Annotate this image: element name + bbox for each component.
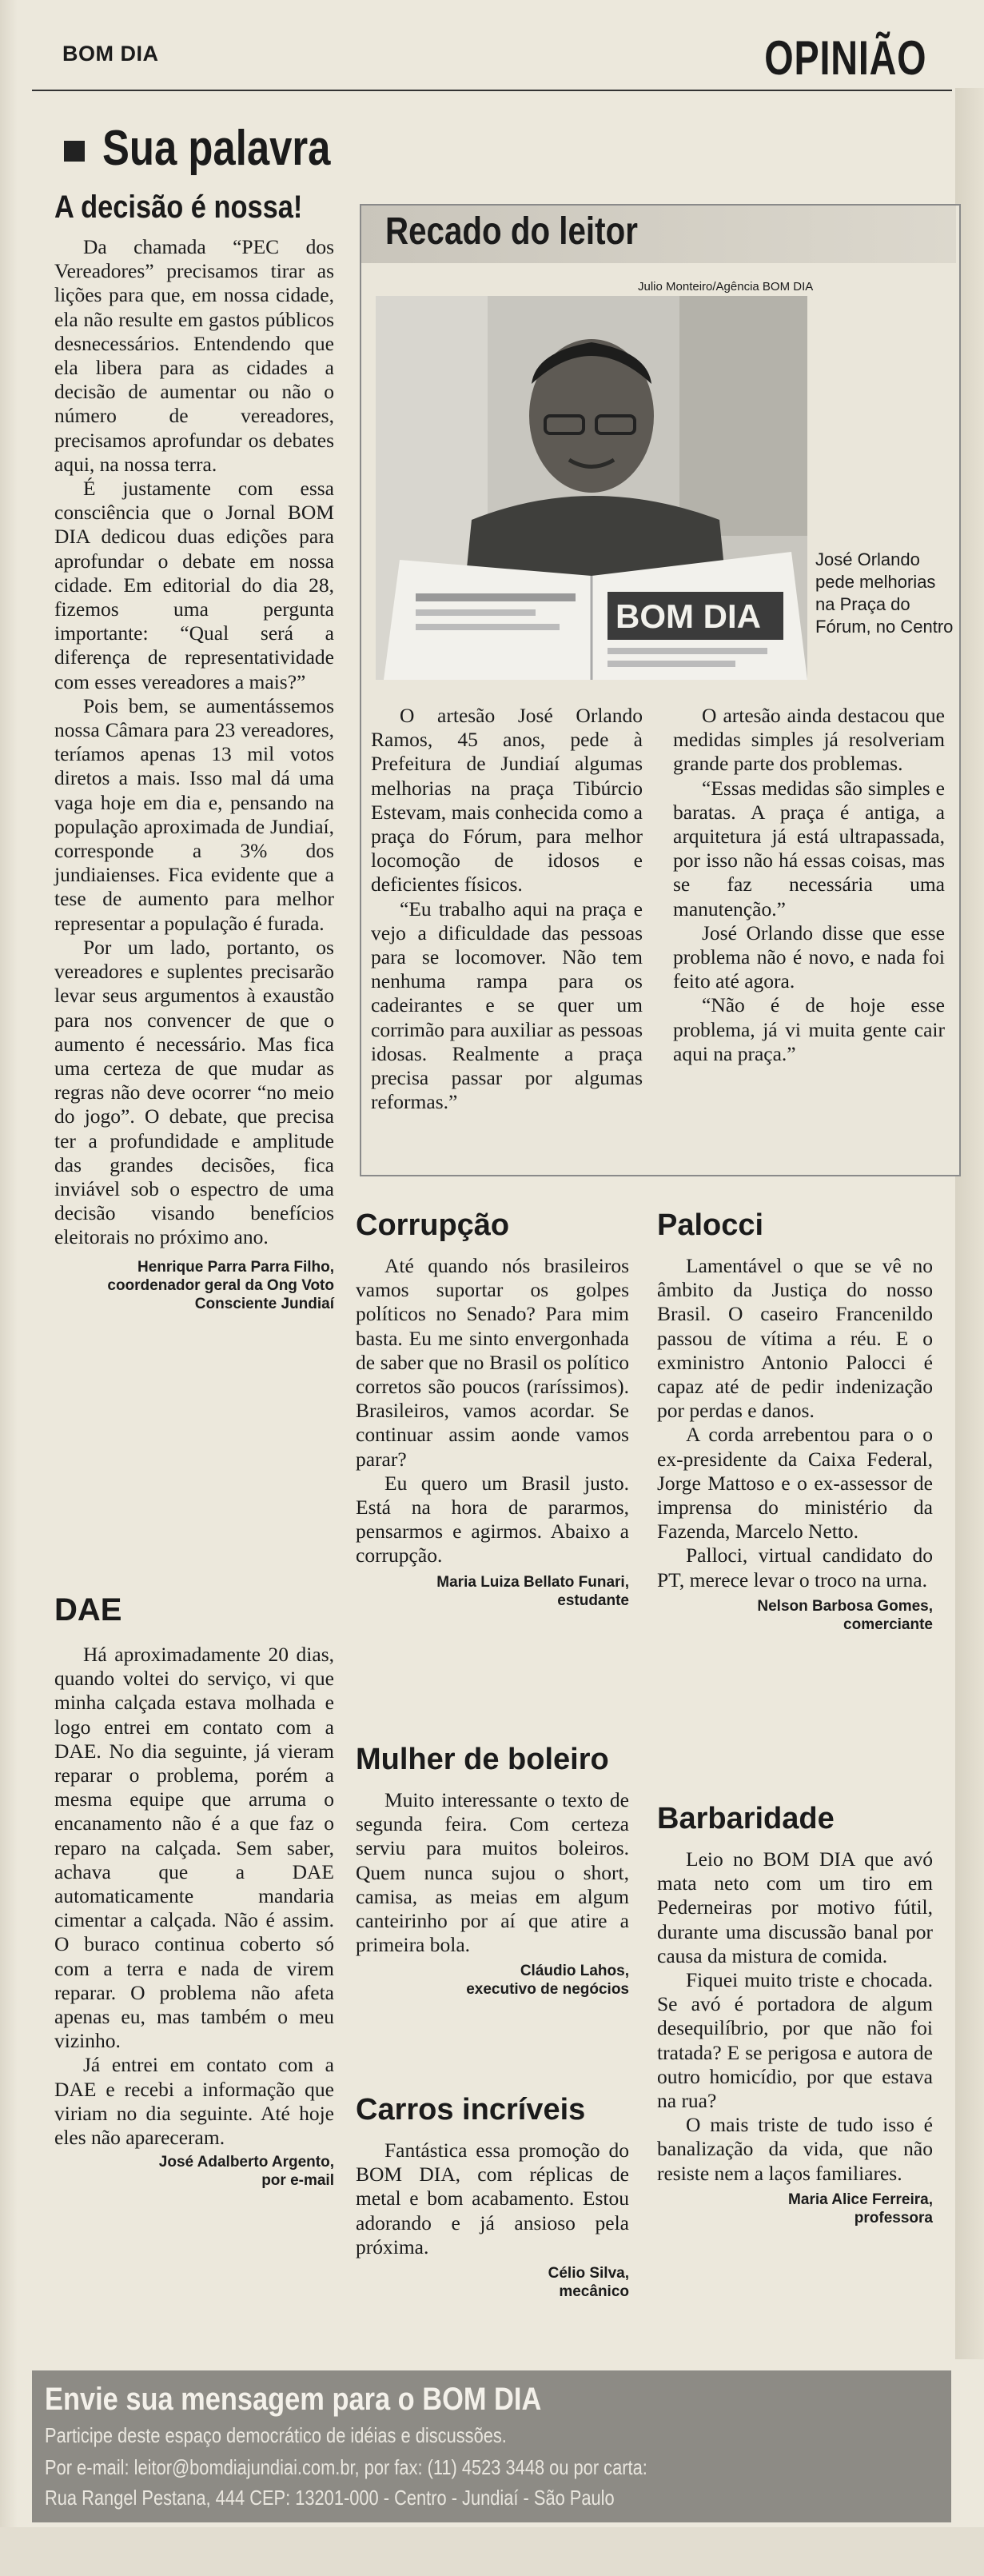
letter-title: Mulher de boleiro bbox=[356, 1743, 609, 1776]
paragraph: Leio no BOM DIA que avó mata neto com um tiro em Pederneiras por motivo fútil, durante uma discussão banal por causa da mistura de comida. bbox=[657, 1847, 933, 1967]
paragraph: O artesão José Orlando Ramos, 45 anos, pede à Prefeitura de Jundiaí algumas melhorias na praça Tibúrcio Estevam, mais conhecida como a praça do Fórum, para melhor locomoção de idosos e deficientes físicos. bbox=[371, 704, 643, 897]
letter-signature bbox=[356, 1962, 629, 1999]
letter-palocci bbox=[657, 1208, 933, 1634]
paragraph: O mais triste de tudo isso é banalização da vida, que não resiste nem a laços familiares. bbox=[657, 2113, 933, 2185]
footer-line bbox=[45, 2486, 723, 2510]
letter-barbaridade bbox=[657, 1801, 933, 2227]
signature-line: José Adalberto Argento, bbox=[158, 2154, 334, 2171]
page-edge-shadow bbox=[0, 0, 18, 2576]
letter-title: Palocci bbox=[657, 1208, 764, 1242]
footer-address: Rua Rangel Pestana, 444 CEP: 13201-000 - Centro - Jundiaí - São Paulo bbox=[45, 2486, 615, 2510]
paragraph: Fiquei muito triste e chocada. Se avó é portadora de algum desequilíbrio, por que não foi tratada? E se perigosa e autora de outro homicídio, por que estava na rua? bbox=[657, 1968, 933, 2113]
bullet-square-icon bbox=[64, 141, 85, 162]
letter-carros-incriveis bbox=[356, 2092, 629, 2301]
paragraph: Pois bem, se aumentássemos nossa Câmara para 23 vereadores, teríamos apenas 13 mil votos diretos a mais. Isso mal dá uma vaga hoje em dia e, pensando na população aproximada de Jundiaí, corresponde a 3% dos jundiaienses. Fica evidente que a tese de aumento para melhor representar a população é furada. bbox=[54, 693, 334, 935]
letter-signature bbox=[657, 1597, 933, 1634]
letter-title: Barbaridade bbox=[657, 1802, 835, 1835]
letter-body bbox=[356, 1254, 629, 1568]
signature-line: Maria Luiza Bellato Funari, bbox=[436, 1573, 629, 1591]
paragraph: É justamente com essa consciência que o Jornal BOM DIA dedicou duas edições para aprofundar o debate em nossa cidade. Em editorial do dia 28, fizemos uma pergunta importante: “Qual será a diferença de representatividade com esses vereadores a mais?” bbox=[54, 477, 334, 693]
signature-line: Cláudio Lahos, bbox=[520, 1963, 629, 1980]
recado-title bbox=[385, 210, 686, 254]
paragraph: “Eu trabalho aqui na praça e vejo a dificuldade das pessoas para se locomover. Não tem nenhuma rampa para os cadeirantes e se quer um corrimão para auxiliar as pessoas idosas. Realmente a praça precisa passar por algumas reformas.” bbox=[371, 897, 643, 1114]
header-rule bbox=[32, 90, 952, 91]
signature-line: Célio Silva, bbox=[548, 2265, 629, 2282]
paragraph: Fantástica essa promoção do BOM DIA, com réplicas de metal e bom acabamento. Estou adorando e já ansioso pela próxima. bbox=[356, 2139, 629, 2258]
paragraph: José Orlando disse que esse problema não é novo, e nada foi feito até agora. bbox=[673, 921, 945, 993]
paragraph: Palloci, virtual candidato do PT, merece levar o troco na urna. bbox=[657, 1544, 933, 1592]
letter-signature bbox=[356, 2264, 629, 2301]
paragraph: “Não é de hoje esse problema, já vi muita gente cair aqui na praça.” bbox=[673, 993, 945, 1065]
footer-line bbox=[45, 2423, 595, 2448]
signature-line: mecânico bbox=[559, 2283, 629, 2301]
photo-caption: José Orlando pede melhorias na Praça do Fórum, no Centro bbox=[815, 549, 954, 637]
recado-column-1 bbox=[371, 704, 643, 1114]
footer-title bbox=[45, 2380, 622, 2418]
signature-line: professora bbox=[854, 2209, 933, 2227]
footer-line bbox=[45, 2455, 762, 2480]
paragraph: Da chamada “PEC dos Vereadores” precisamos tirar as lições para que, em nossa cidade, ela não resulte em gastos públicos desnecessários. Entendendo que ela libera para as cidades a decisão de aumentar ou não o número de vereadores, precisamos aprofundar os debates aqui, na nossa terra. bbox=[54, 235, 334, 476]
letter-corrupcao bbox=[356, 1208, 629, 1610]
letter-signature bbox=[54, 2153, 334, 2190]
letter-title: Carros incríveis bbox=[356, 2093, 586, 2127]
section-title-text: Sua palavra bbox=[102, 121, 331, 176]
letter-title: DAE bbox=[54, 1592, 122, 1627]
footer-email-fax: Por e-mail: leitor@bomdiajundiai.com.br, por fax: (11) 4523 3448 ou por carta: bbox=[45, 2455, 647, 2479]
letter-title bbox=[54, 189, 334, 226]
signature-line: coordenador geral da Ong Voto bbox=[107, 1276, 334, 1294]
signature-line: estudante bbox=[557, 1592, 629, 1609]
paragraph: “Essas medidas são simples e baratas. A praça é antiga, a arquitetura já está ultrapassada, por isso não há essas coisas, mas se faz necessária uma manutenção.” bbox=[673, 776, 945, 921]
signature-line: executivo de negócios bbox=[466, 1981, 629, 1999]
letter-body bbox=[657, 1254, 933, 1592]
paragraph: Até quando nós brasileiros vamos suportar os golpes políticos no Senado? Para mim basta. Eu me sinto envergonhada de saber que no Brasil os político corretos são poucos (raríssimos). Brasileiros, vamos acordar. Se continuar assim aonde vamos parar? bbox=[356, 1254, 629, 1471]
letter-body bbox=[356, 2139, 629, 2259]
signature-line: por e-mail bbox=[261, 2172, 334, 2190]
paragraph: Lamentável o que se vê no âmbito da Justiça do nosso Brasil. O caseiro Francenildo passou de vítima a réu. E o exministro Antonio Palocci é capaz até de pedir indenização por perdas e danos. bbox=[657, 1254, 933, 1423]
paragraph: Muito interessante o texto de segunda feira. Com certeza serviu para muitos boleiros. Quem nunca sujou o short, camisa, as meias em algum canteirinho por aí que atire a primeira bola. bbox=[356, 1788, 629, 1957]
signature-line: comerciante bbox=[843, 1615, 933, 1633]
letter-body bbox=[54, 1643, 334, 2150]
letter-body bbox=[54, 235, 334, 1250]
reader-photo bbox=[376, 296, 807, 680]
footer-title-text: Envie sua mensagem para o BOM DIA bbox=[45, 2382, 542, 2417]
letter-title: Corrupção bbox=[356, 1208, 510, 1242]
photo-credit: Julio Monteiro/Agência BOM DIA bbox=[638, 280, 814, 294]
letter-signature bbox=[657, 2191, 933, 2227]
section-label bbox=[719, 30, 926, 86]
letter-mulher-de-boleiro bbox=[356, 1742, 629, 1999]
letter-decisao bbox=[54, 189, 334, 1313]
paragraph: Eu quero um Brasil justo. Está na hora de pararmos, pensarmos e agirmos. Abaixo a corrupção. bbox=[356, 1471, 629, 1568]
signature-line: Consciente Jundiaí bbox=[194, 1295, 334, 1312]
section-title bbox=[102, 120, 380, 178]
paragraph: O artesão ainda destacou que medidas simples já resolveriam grande parte dos problemas. bbox=[673, 704, 945, 776]
signature-line: Maria Alice Ferreira, bbox=[788, 2191, 933, 2208]
page-bottom-margin bbox=[0, 2527, 984, 2576]
section-label-text: OPINIÃO bbox=[763, 31, 926, 85]
signature-line: Nelson Barbosa Gomes, bbox=[757, 1597, 933, 1615]
letter-title-text: A decisão é nossa! bbox=[54, 190, 303, 225]
signature-line: Henrique Parra Parra Filho, bbox=[137, 1258, 334, 1276]
reader-photo-illustration bbox=[376, 296, 807, 680]
paragraph: Já entrei em contato com a DAE e recebi a informação que viriam no dia seguinte. Até hoje eles não apareceram. bbox=[54, 2053, 334, 2150]
paragraph: Há aproximadamente 20 dias, quando voltei do serviço, vi que minha calçada estava molhada e logo entrei em contato com a DAE. No dia seguinte, já vieram reparar o problema, porém a mesma equipe que arruma o encanamento não é a que faz o reparo na calçada. Sem saber, achava que a DAE automaticamente mandaria cimentar a calçada. Não é assim. O buraco continua coberto só com a terra e nada de virem reparar. O problema não afeta apenas eu, mas também o meu vizinho. bbox=[54, 1643, 334, 2053]
letter-body bbox=[356, 1788, 629, 1957]
paragraph: A corda arrebentou para o o ex-presidente da Caixa Federal, Jorge Mattoso e o ex-assessor de imprensa do ministério da Fazenda, Marcelo Netto. bbox=[657, 1423, 933, 1544]
letter-signature bbox=[356, 1573, 629, 1610]
letter-dae bbox=[54, 1592, 334, 2190]
photo-newspaper-logo: BOM DIA bbox=[615, 597, 761, 635]
footer-line-text: Participe deste espaço democrático de idéias e discussões. bbox=[45, 2423, 507, 2447]
recado-title-text: Recado do leitor bbox=[385, 210, 638, 253]
letter-signature bbox=[54, 1258, 334, 1313]
paragraph: Por um lado, portanto, os vereadores e suplentes precisarão levar seus argumentos à exaustão para nos convencer de que o aumento é necessário. Mas fica uma certeza de que mudar as regras não deve ocorrer “no meio do jogo”. O debate, que precisa ter a profundidade e amplitude das grandes decisões, fica inviável sob o espectro de uma decisão visando benefícios eleitorais no próximo ano. bbox=[54, 935, 334, 1249]
recado-column-2 bbox=[673, 704, 945, 1066]
paper-name: BOM DIA bbox=[62, 42, 159, 66]
letter-body bbox=[657, 1847, 933, 2186]
